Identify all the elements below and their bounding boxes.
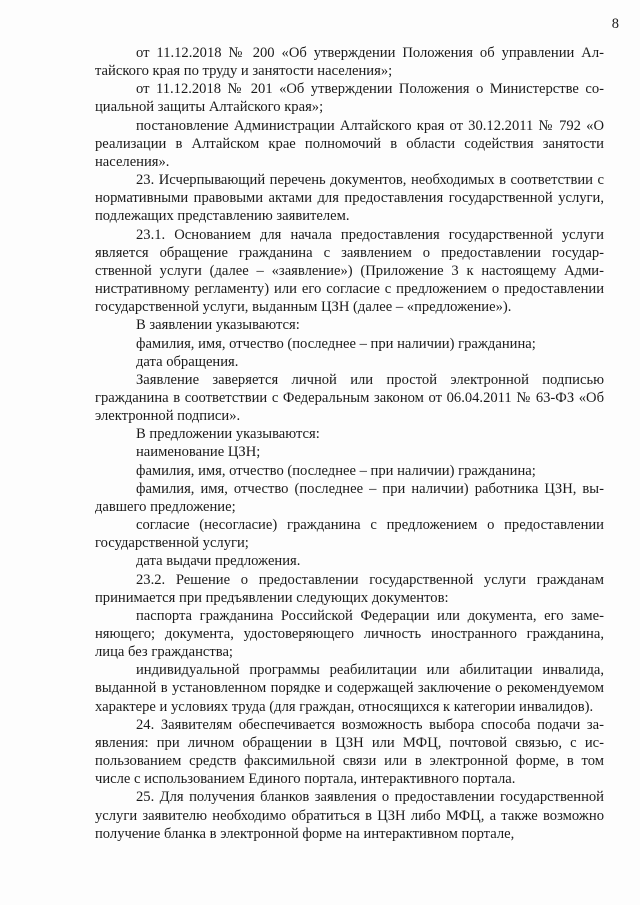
paragraph: дата обращения. [136,353,239,370]
paragraph: паспорта гражданина Российской Федерации или документа, его заменяющего; документа, удостоверяющего личность иностранного гражданина, лица без гражданства; [95,607,604,661]
paragraph: согласие (несогласие) гражданина с предложением о предоставлении государственной услуги; [95,517,604,552]
paragraph: фамилия, имя, отчество (последнее – при наличии) гражданина; [136,462,536,479]
paragraph: Заявление заверяется личной или простой электронной подписью гражданина в соответствии с Федеральным законом от 06.04.2011 № 63-ФЗ «Об электронной подписи». [95,371,604,425]
paragraph: от 11.12.2018 № 200 «Об утверждении Положения об управлении Алтайского края по труду и занятости населения»; [95,45,604,80]
paragraph: В предложении указываются: [136,426,320,443]
paragraph: наименование ЦЗН; [136,444,261,461]
paragraph: фамилия, имя, отчество (последнее – при наличии) гражданина; [136,335,536,352]
page-number: 8 [611,16,619,32]
paragraph: индивидуальной программы реабилитации или абилитации инвалида, выданной в установленном порядке и содержащей заключение о рекомендуемом характере и условиях труда (для граждан, относящихся к категории инвалидов). [95,662,604,715]
paragraph: фамилия, имя, отчество (последнее – при наличии) работника ЦЗН, выдавшего предложение; [95,480,604,515]
paragraph: В заявлении указываются: [136,317,300,334]
paragraph: дата выдачи предложения. [136,553,301,570]
document-body [95,44,604,843]
paragraph: 23.1. Основанием для начала предоставления государственной услуги является обращение гражданина с заявлением о предоставлении государственной услуги (далее – «заявление») (Приложение 3 к настоящему Административному регламенту) или его согласие с предложением о предоставлении государственной услуги, выданным ЦЗН (далее – «предложение»). [95,226,604,316]
paragraph: 23. Исчерпывающий перечень документов, необходимых в соответствии с нормативными правовыми актами для предоставления государственной услуги, подлежащих представлению заявителем. [95,172,604,225]
paragraph: 25. Для получения бланков заявления о предоставлении государственной услуги заявителю необходимо обратиться в ЦЗН либо МФЦ, а также возможно получение бланка в электронной форме на интерактивном портале, [95,789,604,842]
paragraph: от 11.12.2018 № 201 «Об утверждении Положения о Министерстве социальной защиты Алтайского края»; [95,81,604,116]
paragraph: 23.2. Решение о предоставлении государственной услуги гражданам принимается при предъявлении следующих документов: [95,571,604,606]
paragraph: постановление Администрации Алтайского края от 30.12.2011 № 792 «О реализации в Алтайском крае полномочий в области содействия занятости населения». [95,117,604,170]
paragraph: 24. Заявителям обеспечивается возможность выбора способа подачи заявления: при личном обращении в ЦЗН или МФЦ, почтовой связью, с использованием средств факсимильной связи или в электронной форме, в том числе с использованием Единого портала, интерактивного портала. [95,716,604,788]
